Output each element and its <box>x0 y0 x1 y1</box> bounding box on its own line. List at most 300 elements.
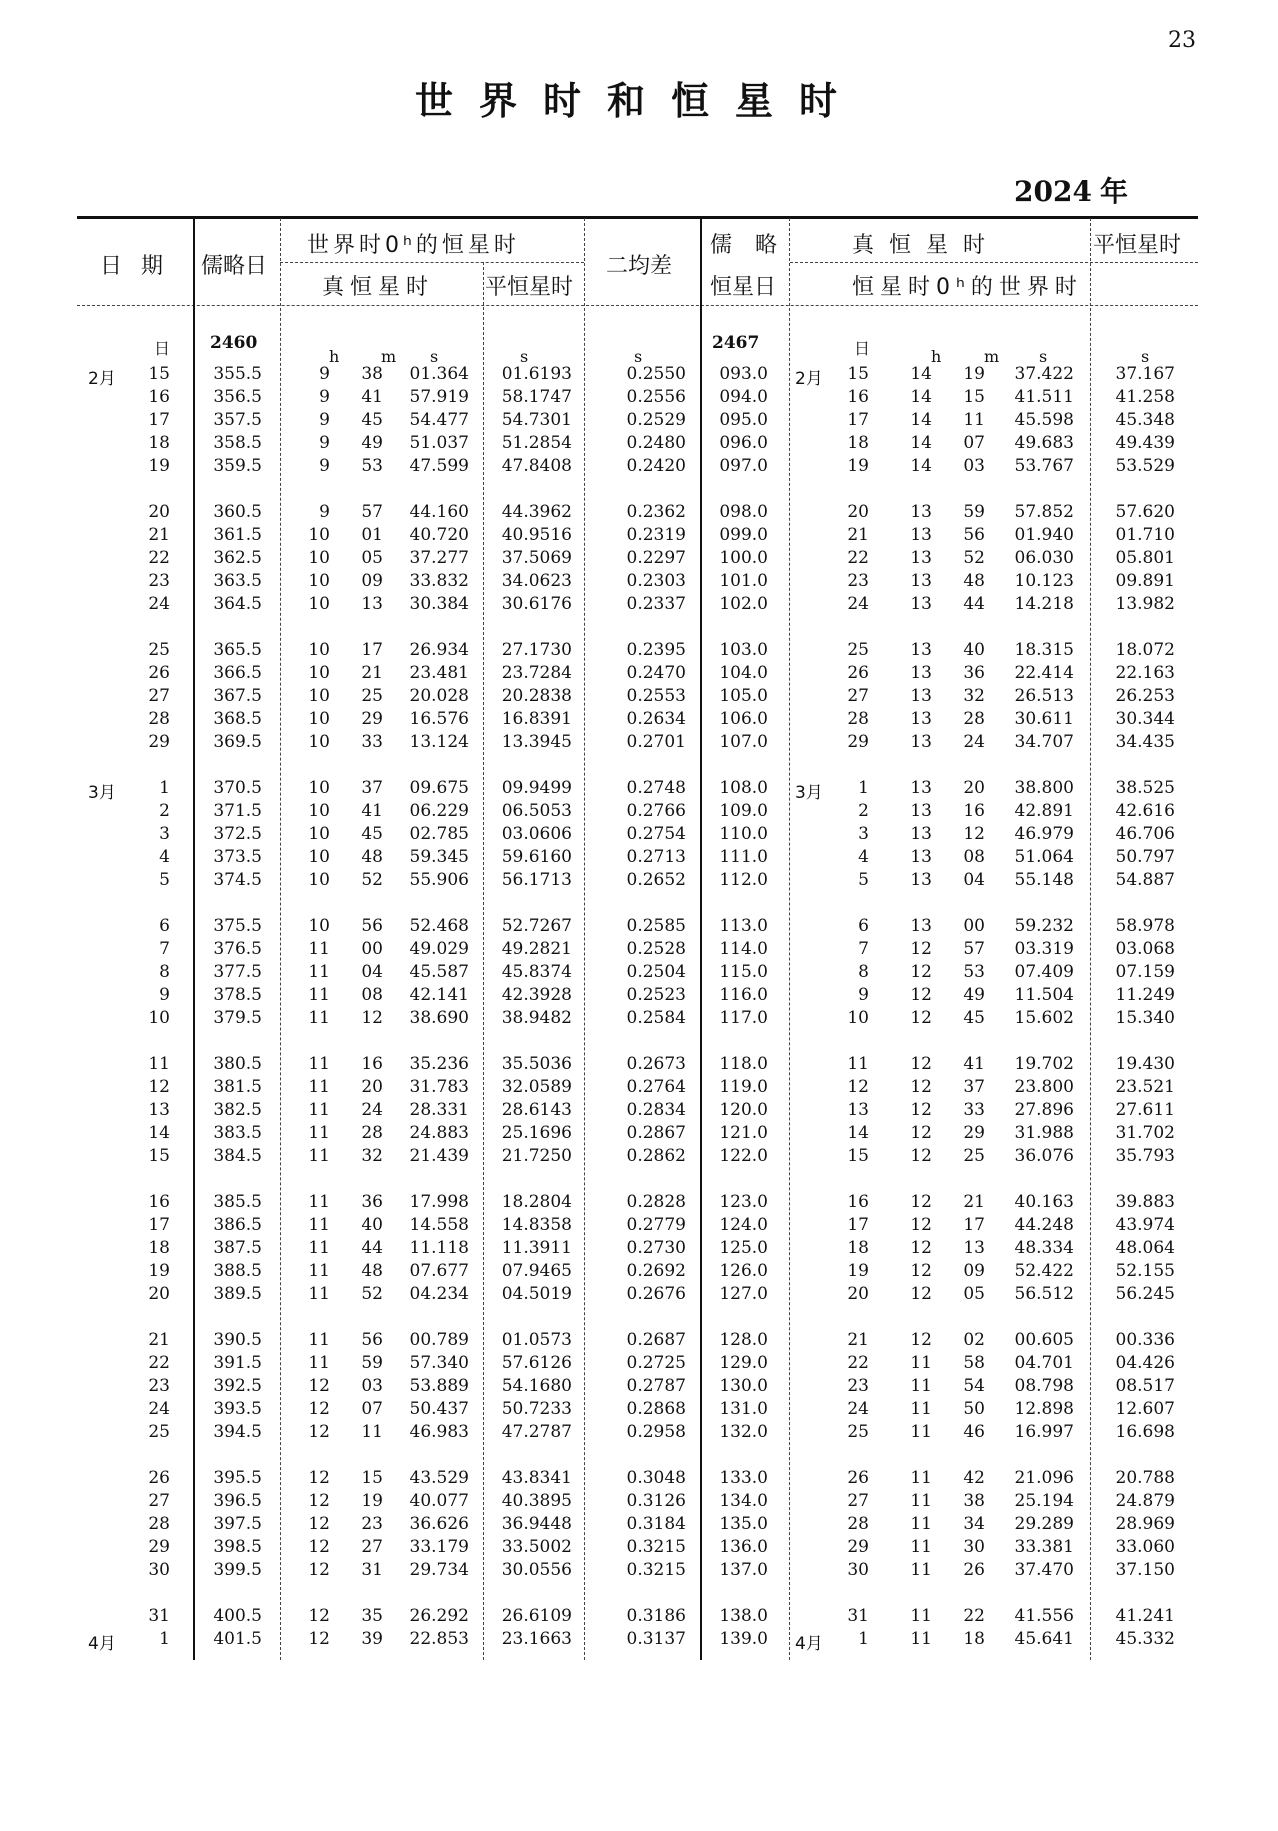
jd-cell: 387.5 <box>213 1238 262 1258</box>
jd-cell: 356.5 <box>213 387 262 407</box>
day-cell: 14 <box>148 1123 170 1143</box>
right-minute-cell: 44 <box>963 594 985 614</box>
jsd-cell: 130.0 <box>719 1376 768 1396</box>
hour-cell: 12 <box>308 1376 330 1396</box>
unit-jsd-base: 2467 <box>712 333 760 353</box>
right-day-cell: 27 <box>847 1491 869 1511</box>
day-cell: 25 <box>148 640 170 660</box>
day-cell: 19 <box>148 1261 170 1281</box>
jd-cell: 375.5 <box>213 916 262 936</box>
right-day-cell: 22 <box>847 548 869 568</box>
right-mean-st-cell: 04.426 <box>1115 1353 1175 1373</box>
right-mean-st-cell: 09.891 <box>1115 571 1175 591</box>
right-second-cell: 10.123 <box>1014 571 1074 591</box>
minute-cell: 13 <box>361 594 383 614</box>
right-mean-st-cell: 43.974 <box>1115 1215 1175 1235</box>
right-minute-cell: 20 <box>963 778 985 798</box>
minute-cell: 16 <box>361 1054 383 1074</box>
minute-cell: 00 <box>361 939 383 959</box>
right-hour-cell: 13 <box>910 778 932 798</box>
second-cell: 49.029 <box>409 939 469 959</box>
jd-cell: 393.5 <box>213 1399 262 1419</box>
mean-st-cell: 40.9516 <box>501 525 572 545</box>
right-minute-cell: 11 <box>963 410 985 430</box>
second-cell: 54.477 <box>409 410 469 430</box>
mean-st-cell: 27.1730 <box>501 640 572 660</box>
hour-cell: 11 <box>308 1215 330 1235</box>
minute-cell: 20 <box>361 1077 383 1097</box>
mean-st-cell: 30.0556 <box>501 1560 572 1580</box>
jsd-cell: 110.0 <box>719 824 768 844</box>
right-minute-cell: 13 <box>963 1238 985 1258</box>
right-hour-cell: 11 <box>910 1560 932 1580</box>
right-second-cell: 49.683 <box>1014 433 1074 453</box>
mean-st-cell: 20.2838 <box>501 686 572 706</box>
mean-st-cell: 23.7284 <box>501 663 572 683</box>
equation-cell: 0.2725 <box>626 1353 686 1373</box>
right-mean-st-cell: 00.336 <box>1115 1330 1175 1350</box>
mean-st-cell: 33.5002 <box>501 1537 572 1557</box>
right-hour-cell: 11 <box>910 1468 932 1488</box>
minute-cell: 39 <box>361 1629 383 1649</box>
unit-s3: s <box>634 347 643 366</box>
second-cell: 28.331 <box>409 1100 469 1120</box>
day-cell: 29 <box>148 732 170 752</box>
right-minute-cell: 16 <box>963 801 985 821</box>
day-cell: 19 <box>148 456 170 476</box>
right-day-cell: 7 <box>858 939 869 959</box>
right-mean-st-cell: 54.887 <box>1115 870 1175 890</box>
right-minute-cell: 00 <box>963 916 985 936</box>
minute-cell: 52 <box>361 870 383 890</box>
right-mean-st-cell: 13.982 <box>1115 594 1175 614</box>
right-day-cell: 10 <box>847 1008 869 1028</box>
day-cell: 5 <box>159 870 170 890</box>
equation-cell: 0.2748 <box>626 778 686 798</box>
right-second-cell: 44.248 <box>1014 1215 1074 1235</box>
right-day-cell: 29 <box>847 1537 869 1557</box>
right-day-cell: 18 <box>847 433 869 453</box>
right-mean-st-cell: 50.797 <box>1115 847 1175 867</box>
right-hour-cell: 13 <box>910 801 932 821</box>
equation-cell: 0.2634 <box>626 709 686 729</box>
hour-cell: 9 <box>319 456 330 476</box>
right-hour-cell: 13 <box>910 548 932 568</box>
right-second-cell: 51.064 <box>1014 847 1074 867</box>
day-cell: 20 <box>148 502 170 522</box>
right-hour-cell: 14 <box>910 433 932 453</box>
right-mean-st-cell: 16.698 <box>1115 1422 1175 1442</box>
jsd-cell: 109.0 <box>719 801 768 821</box>
jsd-cell: 095.0 <box>719 410 768 430</box>
minute-cell: 11 <box>361 1422 383 1442</box>
day-cell: 30 <box>148 1560 170 1580</box>
jd-cell: 385.5 <box>213 1192 262 1212</box>
right-minute-cell: 08 <box>963 847 985 867</box>
jsd-cell: 102.0 <box>719 594 768 614</box>
hour-cell: 12 <box>308 1422 330 1442</box>
right-second-cell: 25.194 <box>1014 1491 1074 1511</box>
jd-cell: 364.5 <box>213 594 262 614</box>
jd-cell: 361.5 <box>213 525 262 545</box>
equation-cell: 0.2337 <box>626 594 686 614</box>
right-minute-cell: 09 <box>963 1261 985 1281</box>
right-day-cell: 23 <box>847 1376 869 1396</box>
day-cell: 18 <box>148 433 170 453</box>
right-hour-cell: 11 <box>910 1491 932 1511</box>
equation-cell: 0.2362 <box>626 502 686 522</box>
day-cell: 10 <box>148 1008 170 1028</box>
hour-cell: 10 <box>308 916 330 936</box>
day-cell: 26 <box>148 1468 170 1488</box>
right-second-cell: 11.504 <box>1014 985 1074 1005</box>
minute-cell: 09 <box>361 571 383 591</box>
unit-s4: s <box>1039 347 1048 366</box>
jsd-cell: 113.0 <box>719 916 768 936</box>
mean-st-cell: 25.1696 <box>501 1123 572 1143</box>
right-second-cell: 30.611 <box>1014 709 1074 729</box>
right-hour-cell: 13 <box>910 709 932 729</box>
second-cell: 36.626 <box>409 1514 469 1534</box>
right-month-label: 2月 <box>795 369 823 389</box>
jd-cell: 374.5 <box>213 870 262 890</box>
right-day-cell: 20 <box>847 502 869 522</box>
hour-cell: 10 <box>308 709 330 729</box>
right-minute-cell: 50 <box>963 1399 985 1419</box>
hour-cell: 11 <box>308 1353 330 1373</box>
second-cell: 01.364 <box>409 364 469 384</box>
right-mean-st-cell: 07.159 <box>1115 962 1175 982</box>
jsd-cell: 103.0 <box>719 640 768 660</box>
second-cell: 02.785 <box>409 824 469 844</box>
year-value: 2024 <box>1014 175 1092 208</box>
right-minute-cell: 40 <box>963 640 985 660</box>
right-hour-cell: 12 <box>910 1077 932 1097</box>
second-cell: 45.587 <box>409 962 469 982</box>
right-second-cell: 55.148 <box>1014 870 1074 890</box>
jd-cell: 363.5 <box>213 571 262 591</box>
mean-st-cell: 44.3962 <box>501 502 572 522</box>
jd-cell: 391.5 <box>213 1353 262 1373</box>
equation-cell: 0.2673 <box>626 1054 686 1074</box>
right-day-cell: 24 <box>847 1399 869 1419</box>
minute-cell: 52 <box>361 1284 383 1304</box>
mean-st-cell: 50.7233 <box>501 1399 572 1419</box>
right-minute-cell: 19 <box>963 364 985 384</box>
right-hour-cell: 11 <box>910 1629 932 1649</box>
second-cell: 24.883 <box>409 1123 469 1143</box>
right-day-cell: 12 <box>847 1077 869 1097</box>
equation-cell: 0.2787 <box>626 1376 686 1396</box>
mean-st-cell: 47.2787 <box>501 1422 572 1442</box>
right-hour-cell: 12 <box>910 1284 932 1304</box>
mean-st-cell: 49.2821 <box>501 939 572 959</box>
equation-cell: 0.2676 <box>626 1284 686 1304</box>
hour-cell: 12 <box>308 1629 330 1649</box>
mean-st-cell: 01.6193 <box>501 364 572 384</box>
day-cell: 13 <box>148 1100 170 1120</box>
jd-cell: 389.5 <box>213 1284 262 1304</box>
jd-cell: 367.5 <box>213 686 262 706</box>
minute-cell: 08 <box>361 985 383 1005</box>
jsd-cell: 119.0 <box>719 1077 768 1097</box>
right-minute-cell: 04 <box>963 870 985 890</box>
hour-cell: 10 <box>308 732 330 752</box>
right-month-label: 4月 <box>795 1634 823 1654</box>
second-cell: 21.439 <box>409 1146 469 1166</box>
minute-cell: 12 <box>361 1008 383 1028</box>
jsd-cell: 128.0 <box>719 1330 768 1350</box>
unit-day-left: 日 <box>154 339 171 358</box>
right-day-cell: 16 <box>847 387 869 407</box>
right-hour-cell: 12 <box>910 1123 932 1143</box>
minute-cell: 01 <box>361 525 383 545</box>
hour-cell: 10 <box>308 640 330 660</box>
hour-cell: 10 <box>308 594 330 614</box>
right-day-cell: 17 <box>847 410 869 430</box>
jd-cell: 390.5 <box>213 1330 262 1350</box>
right-second-cell: 36.076 <box>1014 1146 1074 1166</box>
minute-cell: 32 <box>361 1146 383 1166</box>
jsd-cell: 139.0 <box>719 1629 768 1649</box>
day-cell: 22 <box>148 1353 170 1373</box>
unit-h: h <box>329 347 340 366</box>
jsd-cell: 134.0 <box>719 1491 768 1511</box>
day-cell: 28 <box>148 709 170 729</box>
mean-st-cell: 52.7267 <box>501 916 572 936</box>
second-cell: 00.789 <box>409 1330 469 1350</box>
unit-h2: h <box>931 347 942 366</box>
day-cell: 23 <box>148 571 170 591</box>
year-suffix: 年 <box>1099 175 1128 208</box>
jsd-cell: 133.0 <box>719 1468 768 1488</box>
minute-cell: 31 <box>361 1560 383 1580</box>
day-cell: 21 <box>148 1330 170 1350</box>
right-second-cell: 57.852 <box>1014 502 1074 522</box>
mean-st-cell: 40.3895 <box>501 1491 572 1511</box>
second-cell: 13.124 <box>409 732 469 752</box>
right-minute-cell: 37 <box>963 1077 985 1097</box>
right-second-cell: 37.422 <box>1014 364 1074 384</box>
equation-cell: 0.2297 <box>626 548 686 568</box>
right-day-cell: 2 <box>858 801 869 821</box>
equation-cell: 0.2470 <box>626 663 686 683</box>
jsd-cell: 115.0 <box>719 962 768 982</box>
jd-cell: 360.5 <box>213 502 262 522</box>
minute-cell: 29 <box>361 709 383 729</box>
equation-cell: 0.3215 <box>626 1537 686 1557</box>
mean-st-cell: 38.9482 <box>501 1008 572 1028</box>
right-second-cell: 45.641 <box>1014 1629 1074 1649</box>
right-minute-cell: 22 <box>963 1606 985 1626</box>
right-day-cell: 26 <box>847 1468 869 1488</box>
second-cell: 09.675 <box>409 778 469 798</box>
second-cell: 30.384 <box>409 594 469 614</box>
jd-cell: 368.5 <box>213 709 262 729</box>
second-cell: 40.720 <box>409 525 469 545</box>
minute-cell: 59 <box>361 1353 383 1373</box>
equation-cell: 0.2585 <box>626 916 686 936</box>
right-day-cell: 6 <box>858 916 869 936</box>
day-cell: 3 <box>159 824 170 844</box>
second-cell: 26.934 <box>409 640 469 660</box>
jsd-cell: 099.0 <box>719 525 768 545</box>
day-cell: 2 <box>159 801 170 821</box>
right-mean-st-cell: 33.060 <box>1115 1537 1175 1557</box>
hour-cell: 11 <box>308 1330 330 1350</box>
equation-cell: 0.2553 <box>626 686 686 706</box>
hour-cell: 10 <box>308 686 330 706</box>
right-minute-cell: 54 <box>963 1376 985 1396</box>
mean-st-cell: 42.3928 <box>501 985 572 1005</box>
jd-cell: 370.5 <box>213 778 262 798</box>
right-minute-cell: 25 <box>963 1146 985 1166</box>
hour-cell: 12 <box>308 1514 330 1534</box>
right-mean-st-cell: 23.521 <box>1115 1077 1175 1097</box>
hour-cell: 10 <box>308 847 330 867</box>
minute-cell: 36 <box>361 1192 383 1212</box>
jd-cell: 376.5 <box>213 939 262 959</box>
right-minute-cell: 21 <box>963 1192 985 1212</box>
hour-cell: 11 <box>308 1192 330 1212</box>
mean-st-cell: 43.8341 <box>501 1468 572 1488</box>
day-cell: 21 <box>148 525 170 545</box>
right-minute-cell: 30 <box>963 1537 985 1557</box>
right-second-cell: 21.096 <box>1014 1468 1074 1488</box>
right-mean-st-cell: 58.978 <box>1115 916 1175 936</box>
mean-st-cell: 37.5069 <box>501 548 572 568</box>
minute-cell: 17 <box>361 640 383 660</box>
equation-cell: 0.2523 <box>626 985 686 1005</box>
right-hour-cell: 12 <box>910 1008 932 1028</box>
mean-st-cell: 59.6160 <box>501 847 572 867</box>
jsd-cell: 098.0 <box>719 502 768 522</box>
second-cell: 57.919 <box>409 387 469 407</box>
right-hour-cell: 12 <box>910 962 932 982</box>
header-julian-day: 儒略日 <box>201 254 268 279</box>
right-mean-st-cell: 41.241 <box>1115 1606 1175 1626</box>
right-minute-cell: 15 <box>963 387 985 407</box>
right-second-cell: 45.598 <box>1014 410 1074 430</box>
day-cell: 1 <box>159 778 170 798</box>
hour-cell: 11 <box>308 985 330 1005</box>
right-day-cell: 23 <box>847 571 869 591</box>
jd-cell: 396.5 <box>213 1491 262 1511</box>
right-mean-st-cell: 19.430 <box>1115 1054 1175 1074</box>
equation-cell: 0.2958 <box>626 1422 686 1442</box>
right-second-cell: 34.707 <box>1014 732 1074 752</box>
second-cell: 51.037 <box>409 433 469 453</box>
right-second-cell: 12.898 <box>1014 1399 1074 1419</box>
right-minute-cell: 38 <box>963 1491 985 1511</box>
right-minute-cell: 53 <box>963 962 985 982</box>
right-mean-st-cell: 49.439 <box>1115 433 1175 453</box>
hour-cell: 10 <box>308 778 330 798</box>
right-mean-st-cell: 05.801 <box>1115 548 1175 568</box>
right-second-cell: 18.315 <box>1014 640 1074 660</box>
right-second-cell: 56.512 <box>1014 1284 1074 1304</box>
right-day-cell: 14 <box>847 1123 869 1143</box>
right-day-cell: 27 <box>847 686 869 706</box>
right-hour-cell: 12 <box>910 1330 932 1350</box>
equation-cell: 0.2504 <box>626 962 686 982</box>
mean-st-cell: 35.5036 <box>501 1054 572 1074</box>
right-day-cell: 26 <box>847 663 869 683</box>
equation-cell: 0.2754 <box>626 824 686 844</box>
jsd-cell: 096.0 <box>719 433 768 453</box>
minute-cell: 48 <box>361 847 383 867</box>
right-minute-cell: 33 <box>963 1100 985 1120</box>
right-minute-cell: 58 <box>963 1353 985 1373</box>
header-st-at-ut0: 世界时0ʰ的恒星时 <box>307 233 520 258</box>
jsd-cell: 106.0 <box>719 709 768 729</box>
header-mean-st-right: 平恒星时 <box>1093 233 1182 258</box>
right-mean-st-cell: 28.969 <box>1115 1514 1175 1534</box>
right-minute-cell: 49 <box>963 985 985 1005</box>
equation-cell: 0.2303 <box>626 571 686 591</box>
header-ut-at-st0: 恒星时0ʰ的世界时 <box>852 275 1083 300</box>
jsd-cell: 112.0 <box>719 870 768 890</box>
hour-cell: 12 <box>308 1560 330 1580</box>
hour-cell: 11 <box>308 1054 330 1074</box>
minute-cell: 44 <box>361 1238 383 1258</box>
jsd-cell: 138.0 <box>719 1606 768 1626</box>
right-minute-cell: 42 <box>963 1468 985 1488</box>
second-cell: 38.690 <box>409 1008 469 1028</box>
minute-cell: 41 <box>361 387 383 407</box>
day-cell: 11 <box>148 1054 170 1074</box>
jsd-cell: 097.0 <box>719 456 768 476</box>
right-second-cell: 33.381 <box>1014 1537 1074 1557</box>
right-hour-cell: 12 <box>910 1238 932 1258</box>
right-minute-cell: 03 <box>963 456 985 476</box>
minute-cell: 28 <box>361 1123 383 1143</box>
hour-cell: 11 <box>308 962 330 982</box>
right-hour-cell: 11 <box>910 1422 932 1442</box>
right-second-cell: 52.422 <box>1014 1261 1074 1281</box>
right-day-cell: 5 <box>858 870 869 890</box>
equation-cell: 0.2862 <box>626 1146 686 1166</box>
mean-st-cell: 23.1663 <box>501 1629 572 1649</box>
header-true-st: 真恒星时 <box>322 275 435 300</box>
jd-cell: 399.5 <box>213 1560 262 1580</box>
right-day-cell: 19 <box>847 1261 869 1281</box>
hour-cell: 12 <box>308 1606 330 1626</box>
header-mean-st: 平恒星时 <box>485 275 574 300</box>
second-cell: 47.599 <box>409 456 469 476</box>
right-mean-st-cell: 20.788 <box>1115 1468 1175 1488</box>
right-day-cell: 15 <box>847 1146 869 1166</box>
right-minute-cell: 05 <box>963 1284 985 1304</box>
right-mean-st-cell: 52.155 <box>1115 1261 1175 1281</box>
right-minute-cell: 26 <box>963 1560 985 1580</box>
jsd-cell: 123.0 <box>719 1192 768 1212</box>
right-day-cell: 21 <box>847 1330 869 1350</box>
equation-cell: 0.2764 <box>626 1077 686 1097</box>
page-number: 23 <box>1168 28 1196 53</box>
day-cell: 31 <box>148 1606 170 1626</box>
equation-cell: 0.3048 <box>626 1468 686 1488</box>
right-minute-cell: 36 <box>963 663 985 683</box>
right-minute-cell: 34 <box>963 1514 985 1534</box>
second-cell: 20.028 <box>409 686 469 706</box>
right-second-cell: 19.702 <box>1014 1054 1074 1074</box>
right-day-cell: 28 <box>847 1514 869 1534</box>
second-cell: 26.292 <box>409 1606 469 1626</box>
right-mean-st-cell: 37.167 <box>1115 364 1175 384</box>
second-cell: 17.998 <box>409 1192 469 1212</box>
jsd-cell: 125.0 <box>719 1238 768 1258</box>
